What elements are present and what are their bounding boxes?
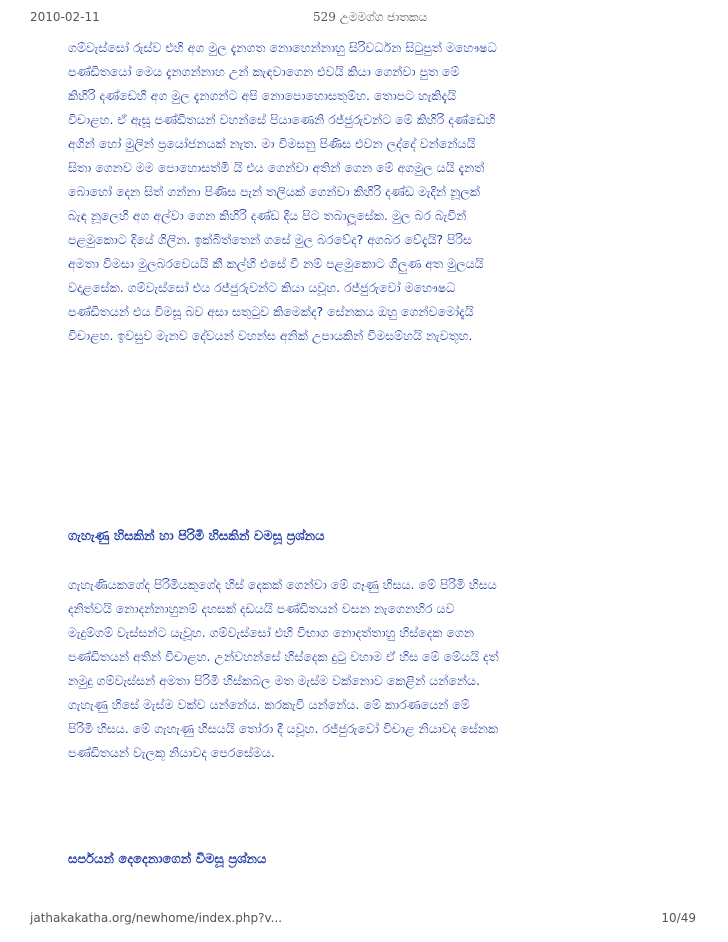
text-line: වදාළසේක. ගම්වැස්සෝ එය රජ්ජුරුවන්ට කියා යවූහ. රජ්ජුරුවෝ මහෞෂධ xyxy=(68,280,456,295)
page-title: 529 උමමග්ග ජාතකය xyxy=(313,10,428,24)
text-line: නමුදු ගම්වැස්සන් අමතා පිරිමි හිස්කබල මත මැස්ම වක්නොව කෙළින් යන්නේය. xyxy=(68,673,480,688)
text-line: පණ්ඩිතයන් අතින් විචාළහ. උන්වහන්සේ හිස්දෙක දුටු වහාම ඒ හිස මේ මේයයි දත් xyxy=(68,649,499,664)
paragraph-2 xyxy=(68,573,668,765)
paragraph-1 xyxy=(68,36,668,348)
text-line: පණ්ඩිතයන් වැලකූ නියාවද පෙරසේමය. xyxy=(68,745,275,760)
page-number: 10/49 xyxy=(661,911,696,925)
text-line: අගින් හෝ මුලින් ප්‍රයෝජනයක් නැත. මා විමසනු පිණිස එවන ලද්දේ වන්නේයයි xyxy=(68,136,476,151)
text-line: කිහිරි දණ්ඩෙහි අග මුල දැනගන්ට අපි නොපොහොසතුම්හ. තොපට හැකිදැයි xyxy=(68,88,457,103)
section-heading-1: ගැහැණු හිසකින් හා පිරිමි හිසකින් වමසූ ප්‍රශ්නය xyxy=(68,529,325,544)
text-line: විචාළහ. ඒ ඇසූ පණ්ඩිතයන් වහන්සේ පියාණෙනි රජ්ජුරුවන්ට මේ කිහිරි දණ්ඩෙහි xyxy=(68,112,496,127)
text-line: ගැහැණු හිසේ මැස්ම වක්ව යන්නේය. කරකැවී යන්නේය. මේ කාරණයෙන් මේ xyxy=(68,697,470,712)
text-line: සිතා ගෙනව මම පොහොසත්මි යි එය ගෙන්වා අතින් ගෙන මේ අගමුල යයි දැනත් xyxy=(68,160,485,175)
text-line: පණ්ඩිතයන් එය විමසූ බව අසා සතුටුව කිමෙක්ද? සේනකය ඔහු ගෙන්වමෝදැයි xyxy=(68,304,474,319)
text-line: පිරිමි හිසය. මේ ගැහැණු හිසයයි තෝරා දී යවූහ. රජ්ජුරුවෝ විචාළ නියාවද සේනක xyxy=(68,721,499,736)
text-line: පළමුකොට දියේ ගිලින. ඉක්බිත්තෙන් ගසේ මුල බරවේද? අගබර වේදැයි? පිරිස xyxy=(68,232,472,247)
text-line: දනිත්වයි නොදන්නාහුනම් දහසක් දඩයයි පණ්ඩිතයන් වසන නැගෙනහිර යව xyxy=(68,601,455,616)
footer-url: jathakakatha.org/newhome/index.php?v... xyxy=(30,911,283,925)
section-heading-2: සර්පයන් දෙදෙනාගෙන් විමසූ ප්‍රශ්නය xyxy=(68,852,267,867)
text-line: බොහෝ දෙන සිත් ගන්නා පිණිස පැන් තලියක් ගෙන්වා කිහිරි දණ්ඩ මැදින් නූලක් xyxy=(68,184,480,199)
print-date: 2010-02-11 xyxy=(30,10,100,24)
text-line: අමතා විමසා මුලබරවෙයයි කී කල්හි එසේ වී නම් පළමුකොට ගිලුණ අත මුලයයි xyxy=(68,256,484,271)
text-line: මැදුම්ගම් වැස්සන්ට යැවූහ. ගම්වැස්සෝ එහි විභාග නොදත්තාහු හිස්දෙක ගෙන xyxy=(68,625,474,640)
text-line: පණ්ඩිතයෝ මෙය දැනගන්නාහ උන් කැඳවාගෙන එවයි කියා ගෙන්වා පුත මේ xyxy=(68,64,460,79)
text-line: බැඳ නූලෙහි අග අල්වා ගෙන කිහිරි දණ්ඩ දිය පිට තබාලූසේක. මුල බර බැවින් xyxy=(68,208,467,223)
text-line: ගැහැණියකගේද පිරිමියකුගේද හිස් දෙකක් ගෙන්වා මේ ගෑණු හිසය. මේ පිරිමි හිසය xyxy=(68,577,497,592)
text-line: විචාළහ. ඉවසුව මැනව දේවයන් වහන්ස අනික් උපායකින් විමසම්හයි නැවතූහ. xyxy=(68,328,473,343)
text-line: ගම්වැස්සෝ රුස්ව එහි අග මුල දැනගත නොහෙන්නාහු සිරිවර්ධන සිටුපුත් මහෞෂධ xyxy=(68,40,497,55)
